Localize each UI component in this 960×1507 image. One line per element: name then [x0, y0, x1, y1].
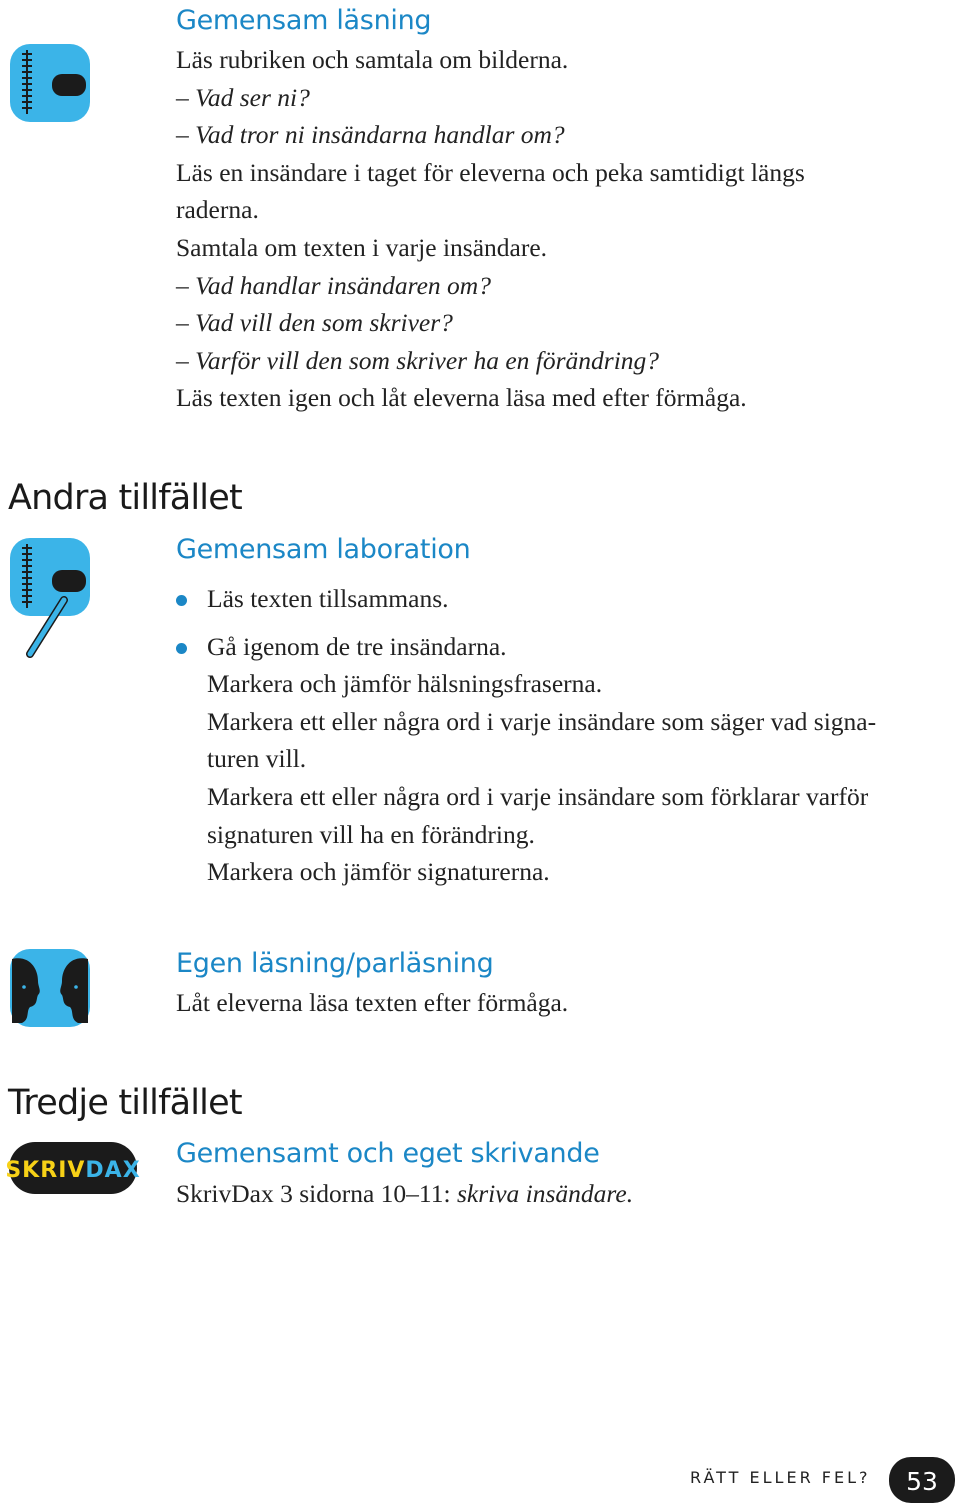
skrivdax-task: skriva insändare. — [456, 1179, 634, 1208]
question-line: – Vad ser ni? — [176, 82, 310, 112]
bullet-dot-icon — [176, 643, 187, 654]
two-faces-icon — [8, 947, 92, 1029]
skrivdax-reference: SkrivDax 3 sidorna 10–11: — [176, 1179, 457, 1208]
instruction-line: Markera ett eller några ord i varje insändare som säger vad signa- — [207, 706, 877, 736]
notebook-icon — [8, 42, 92, 124]
list-item: Läs texten tillsammans. — [176, 580, 946, 618]
svg-text:SKRIVDAX: SKRIVDAX — [5, 1158, 141, 1183]
section-title-tredje: Tredje tillfället — [8, 1083, 242, 1123]
heading-gemensam-laboration: Gemensam laboration — [176, 534, 471, 565]
instruction-line: turen vill. — [207, 744, 307, 774]
instruction-line: Samtala om texten i varje insändare. — [176, 232, 548, 262]
instruction-line: Markera ett eller några ord i varje insändare som förklarar varför — [207, 781, 869, 811]
section-title-andra: Andra tillfället — [8, 478, 242, 518]
laboration-list — [176, 580, 946, 891]
heading-gemensamt-skrivande: Gemensamt och eget skrivande — [176, 1138, 600, 1169]
heading-egen-lasning: Egen läsning/parläsning — [176, 948, 494, 979]
page-number: 53 — [889, 1457, 955, 1503]
footer-title: RÄTT ELLER FEL? — [690, 1468, 871, 1487]
notebook-pencil-icon — [8, 536, 92, 660]
section1-text — [176, 41, 936, 417]
instruction-line: raderna. — [176, 195, 259, 225]
instruction-line: Gå igenom de tre insändarna. — [207, 631, 507, 661]
skrivande-text — [176, 1175, 936, 1213]
instruction-line: Läs rubriken och samtala om bilderna. — [176, 45, 569, 74]
question-line: – Vad tror ni insändarna handlar om? — [176, 120, 565, 150]
skrivdax-logo — [5, 1141, 141, 1195]
instruction-line: Markera och jämför hälsningsfraserna. — [207, 669, 603, 699]
instruction-line: signaturen vill ha en förändring. — [207, 819, 535, 849]
question-line: – Vad handlar insändaren om? — [176, 270, 491, 300]
bullet-dot-icon — [176, 595, 187, 606]
question-line: – Vad vill den som skriver? — [176, 308, 453, 338]
list-item — [176, 628, 946, 891]
egen-lasning-text: Låt eleverna läsa texten efter förmåga. — [176, 988, 569, 1017]
question-line: – Varför vill den som skriver ha en förändring? — [176, 345, 660, 375]
instruction-line: Läs en insändare i taget för eleverna och peka samtidigt längs — [176, 157, 805, 187]
heading-gemensam-lasning: Gemensam läsning — [176, 5, 432, 36]
instruction-line: Läs texten igen och låt eleverna läsa med efter förmåga. — [176, 383, 747, 413]
instruction-line: Markera och jämför signaturerna. — [207, 857, 550, 887]
